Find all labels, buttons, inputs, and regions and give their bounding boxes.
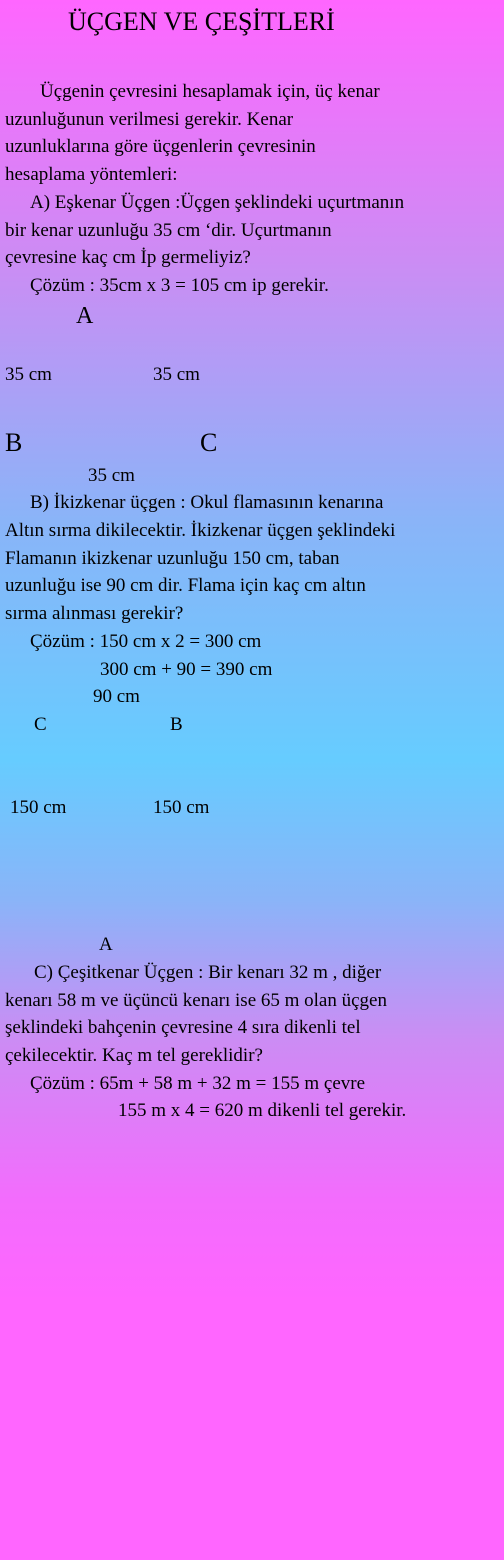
section-b-line-1: B) İkizkenar üçgen : Okul flamasının kenarına xyxy=(30,492,384,513)
fig-a-side-right: 35 cm xyxy=(153,364,200,385)
section-b-solution-2: 300 cm + 90 = 390 cm xyxy=(100,659,273,680)
fig-b-vertex-c: C xyxy=(34,714,47,735)
fig-b-side-right: 150 cm xyxy=(153,797,210,818)
section-c-line-3: şeklindeki bahçenin çevresine 4 sıra dikenli tel xyxy=(5,1017,361,1038)
fig-b-vertex-a: A xyxy=(99,934,113,955)
section-b-line-5: sırma alınması gerekir? xyxy=(5,603,184,624)
intro-line-4: hesaplama yöntemleri: xyxy=(5,164,178,185)
section-a-line-3: çevresine kaç cm İp germeliyiz? xyxy=(5,247,251,268)
fig-b-side-left: 150 cm xyxy=(10,797,67,818)
section-c-solution-2: 155 m x 4 = 620 m dikenli tel gerekir. xyxy=(118,1100,407,1121)
page-title: ÜÇGEN VE ÇEŞİTLERİ xyxy=(68,7,335,36)
intro-line-2: uzunluğunun verilmesi gerekir. Kenar xyxy=(5,109,294,130)
fig-a-side-left: 35 cm xyxy=(5,364,52,385)
section-b-line-4: uzunluğu ise 90 cm dir. Flama için kaç cm altın xyxy=(5,575,366,596)
fig-a-base: 35 cm xyxy=(88,465,135,486)
fig-a-vertex-a: A xyxy=(76,303,94,329)
section-b-line-2: Altın sırma dikilecektir. İkizkenar üçgen şeklindeki xyxy=(5,520,396,541)
section-b-solution-1: Çözüm : 150 cm x 2 = 300 cm xyxy=(30,631,262,652)
section-c-line-1: C) Çeşitkenar Üçgen : Bir kenarı 32 m , diğer xyxy=(34,962,382,983)
section-c-solution-1: Çözüm : 65m + 58 m + 32 m = 155 m çevre xyxy=(30,1073,366,1094)
fig-a-vertex-b: B xyxy=(5,428,23,457)
fig-a-vertex-c: C xyxy=(200,428,218,457)
section-b-line-3: Flamanın ikizkenar uzunluğu 150 cm, taban xyxy=(5,548,340,569)
section-a-line-2: bir kenar uzunluğu 35 cm ‘dir. Uçurtmanın xyxy=(5,220,332,241)
section-c-line-2: kenarı 58 m ve üçüncü kenarı ise 65 m olan üçgen xyxy=(5,990,387,1011)
section-a-solution: Çözüm : 35cm x 3 = 105 cm ip gerekir. xyxy=(30,275,329,296)
intro-line-1: Üçgenin çevresini hesaplamak için, üç kenar xyxy=(40,81,380,102)
fig-b-vertex-b: B xyxy=(170,714,183,735)
section-a-line-1: A) Eşkenar Üçgen :Üçgen şeklindeki uçurtmanın xyxy=(30,192,405,213)
fig-b-base: 90 cm xyxy=(93,686,140,707)
section-c-line-4: çekilecektir. Kaç m tel gereklidir? xyxy=(5,1045,263,1066)
intro-line-3: uzunluklarına göre üçgenlerin çevresinin xyxy=(5,136,316,157)
